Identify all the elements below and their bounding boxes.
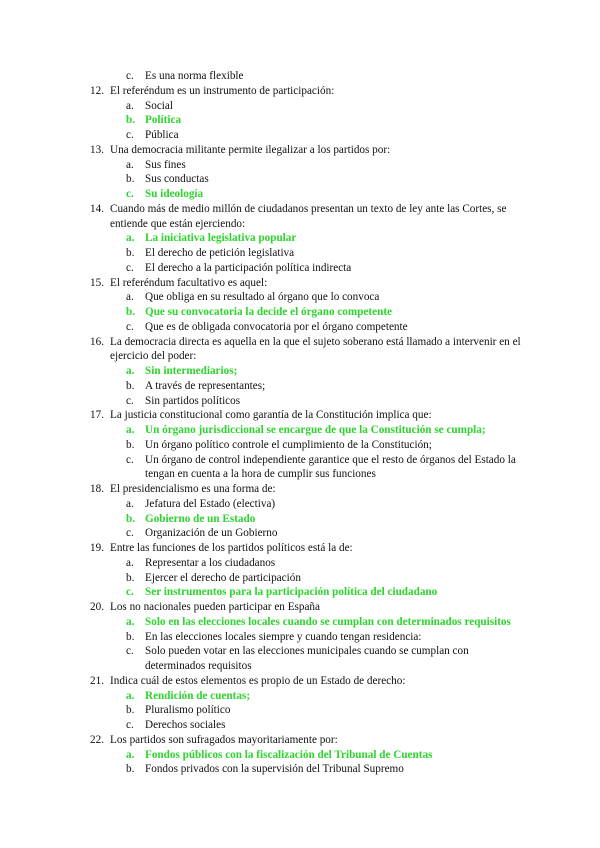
- exam-document: [0, 69, 600, 777]
- option-letter: a.: [126, 424, 135, 436]
- option-text: Un órgano político controle el cumplimiento de la Constitución;: [145, 438, 432, 451]
- question-number: 13.: [90, 143, 104, 156]
- option-text: Pluralismo político: [145, 704, 231, 717]
- question-line: [0, 202, 600, 217]
- option-letter: b.: [126, 704, 135, 717]
- question-block: [0, 202, 600, 276]
- question-line: [0, 541, 600, 556]
- option-letter: c.: [126, 188, 134, 200]
- option-text: El derecho a la participación política indirecta: [145, 261, 352, 274]
- option-letter: c.: [126, 320, 134, 333]
- question-text: Los partidos son sufragados mayoritariamente por:: [110, 733, 338, 746]
- question-number: 18.: [90, 483, 104, 495]
- question-block: [0, 541, 600, 600]
- correct-option: [0, 585, 600, 600]
- question-number: 21.: [90, 674, 104, 687]
- question-text: El referéndum facultativo es aquel:: [110, 276, 268, 289]
- option-text: Organización de un Gobierno: [145, 527, 278, 540]
- option-letter: a.: [126, 497, 134, 510]
- question-text: Indica cuál de estos elementos es propio de un Estado de derecho:: [110, 674, 406, 687]
- correct-option: [0, 305, 600, 320]
- answer-option: [0, 526, 600, 541]
- option-text: Pública: [145, 129, 179, 141]
- answer-option: [0, 246, 600, 261]
- question-number: 12.: [90, 84, 104, 97]
- answer-option: [0, 290, 600, 305]
- question-block: [0, 408, 600, 482]
- option-text: Sus conductas: [145, 173, 209, 186]
- option-letter: b.: [126, 306, 136, 318]
- option-text: La iniciativa legislativa popular: [145, 232, 297, 245]
- question-text: ejercicio del poder:: [110, 350, 197, 363]
- option-letter: c.: [126, 586, 134, 599]
- option-letter: b.: [126, 512, 136, 525]
- option-text: En las elecciones locales siempre y cuando tengan residencia:: [145, 630, 422, 643]
- question-text: El presidencialismo es una forma de:: [110, 483, 276, 495]
- option-letter: a.: [126, 232, 135, 245]
- answer-option: [0, 379, 600, 394]
- option-text: Sus fines: [145, 158, 186, 171]
- question-block: [0, 482, 600, 541]
- question-text: Cuando más de medio millón de ciudadanos presentan un texto de ley ante las Cortes, se: [110, 202, 507, 215]
- correct-option: [0, 615, 600, 630]
- question-number: 22.: [90, 733, 104, 746]
- correct-option: [0, 689, 600, 704]
- option-text: Derechos sociales: [145, 719, 226, 731]
- question-text: Una democracia militante permite ilegalizar a los partidos por:: [110, 143, 391, 156]
- option-text: Política: [145, 114, 182, 127]
- question-line: [0, 482, 600, 497]
- option-letter: a.: [126, 748, 135, 761]
- correct-option: [0, 423, 600, 438]
- question-block: [0, 276, 600, 335]
- option-letter: b.: [126, 571, 135, 584]
- answer-option: [0, 556, 600, 571]
- answer-option: [0, 320, 600, 335]
- answer-option: [0, 659, 600, 674]
- question-line: [0, 84, 600, 99]
- answer-option: [0, 571, 600, 586]
- answer-option: [0, 453, 600, 468]
- option-text: Un órgano jurisdiccional se encargue de que la Constitución se cumpla;: [145, 424, 486, 436]
- question-text: La justicia constitucional como garantía de la Constitución implica que:: [110, 409, 432, 422]
- option-text: Social: [145, 99, 173, 112]
- question-number: 20.: [90, 601, 104, 613]
- option-letter: c.: [126, 129, 134, 141]
- option-text: A través de representantes;: [145, 379, 266, 392]
- option-letter: b.: [126, 173, 135, 186]
- correct-option: [0, 231, 600, 246]
- question-line: [0, 733, 600, 748]
- question-text: Entre las funciones de los partidos políticos está la de:: [110, 542, 353, 554]
- question-line: [0, 276, 600, 291]
- option-text: Un órgano de control independiente garantice que el resto de órganos del Estado la: [145, 453, 516, 466]
- correct-option: [0, 364, 600, 379]
- question-block: [0, 733, 600, 777]
- question-number: 17.: [90, 409, 104, 422]
- option-text: determinados requisitos: [145, 660, 252, 672]
- option-text: Solo pueden votar en las elecciones municipales cuando se cumplan con: [145, 645, 469, 658]
- answer-option: [0, 394, 600, 409]
- answer-option: [0, 438, 600, 453]
- option-letter: b.: [126, 247, 135, 259]
- option-letter: c.: [126, 527, 134, 540]
- option-text: Rendición de cuentas;: [145, 689, 251, 702]
- answer-option: [0, 158, 600, 173]
- option-text: Fondos públicos con la fiscalización del Tribunal de Cuentas: [145, 748, 433, 761]
- option-letter: a.: [126, 99, 134, 112]
- option-letter: a.: [126, 556, 134, 569]
- answer-option: [0, 128, 600, 143]
- question-block: [0, 335, 600, 409]
- question-text: La democracia directa es aquella en la que el sujeto soberano está llamado a intervenir en el: [110, 335, 521, 348]
- option-text: Que obliga en su resultado al órgano que lo convoca: [145, 291, 380, 304]
- question-text: El referéndum es un instrumento de participación:: [110, 84, 335, 97]
- question-line: [0, 600, 600, 615]
- answer-option: [0, 99, 600, 114]
- answer-option: [0, 630, 600, 645]
- question-line: [0, 143, 600, 158]
- question-line: [0, 674, 600, 689]
- option-letter: b.: [126, 379, 135, 392]
- option-letter: a.: [126, 365, 135, 377]
- question-number: 15.: [90, 276, 104, 289]
- option-letter: c.: [126, 70, 134, 82]
- option-text: Gobierno de un Estado: [145, 512, 256, 525]
- question-line: [0, 349, 600, 364]
- answer-option: [0, 467, 600, 482]
- option-text: Que su convocatoria la decide el órgano competente: [145, 306, 393, 318]
- correct-option: [0, 187, 600, 202]
- answer-option: [0, 69, 600, 84]
- answer-option: [0, 718, 600, 733]
- question-block: [0, 600, 600, 674]
- question-block: [0, 674, 600, 733]
- option-text: El derecho de petición legislativa: [145, 247, 295, 259]
- question-line: [0, 408, 600, 423]
- option-text: Ejercer el derecho de participación: [145, 571, 301, 584]
- answer-option: [0, 644, 600, 659]
- option-letter: a.: [126, 689, 135, 702]
- answer-option: [0, 497, 600, 512]
- option-letter: b.: [126, 438, 135, 451]
- question-number: 14.: [90, 202, 104, 215]
- correct-option: [0, 748, 600, 763]
- option-text: tengan en cuenta a la hora de cumplir sus funciones: [145, 468, 376, 481]
- correct-option: [0, 113, 600, 128]
- question-block: [0, 69, 600, 84]
- answer-option: [0, 703, 600, 718]
- option-text: Fondos privados con la supervisión del Tribunal Supremo: [145, 763, 404, 776]
- question-line: [0, 217, 600, 232]
- option-text: Sin intermediarios;: [145, 365, 238, 377]
- option-text: Su ideología: [145, 188, 204, 200]
- option-text: Ser instrumentos para la participación política del ciudadano: [145, 586, 438, 599]
- option-text: Solo en las elecciones locales cuando se cumplan con determinados requisitos: [145, 615, 511, 628]
- option-letter: c.: [126, 645, 134, 658]
- question-number: 19.: [90, 542, 104, 554]
- option-letter: a.: [126, 158, 134, 171]
- option-letter: b.: [126, 114, 136, 127]
- question-line: [0, 335, 600, 350]
- question-number: 16.: [90, 335, 104, 348]
- option-text: Representar a los ciudadanos: [145, 556, 276, 569]
- answer-option: [0, 172, 600, 187]
- answer-option: [0, 762, 600, 777]
- question-text: entiende que están ejerciendo:: [110, 217, 246, 230]
- question-block: [0, 84, 600, 143]
- question-block: [0, 143, 600, 202]
- option-letter: a.: [126, 291, 134, 304]
- option-letter: b.: [126, 763, 135, 776]
- question-text: Los no nacionales pueden participar en España: [110, 601, 320, 613]
- correct-option: [0, 512, 600, 527]
- option-text: Es una norma flexible: [145, 70, 244, 82]
- answer-option: [0, 261, 600, 276]
- option-text: Sin partidos políticos: [145, 394, 241, 407]
- option-letter: b.: [126, 630, 135, 643]
- option-text: Que es de obligada convocatoria por el órgano competente: [145, 320, 408, 333]
- option-letter: a.: [126, 615, 135, 628]
- option-letter: c.: [126, 394, 134, 407]
- option-letter: c.: [126, 261, 134, 274]
- option-letter: c.: [126, 453, 134, 466]
- option-text: Jefatura del Estado (electiva): [145, 497, 276, 510]
- option-letter: c.: [126, 719, 134, 731]
